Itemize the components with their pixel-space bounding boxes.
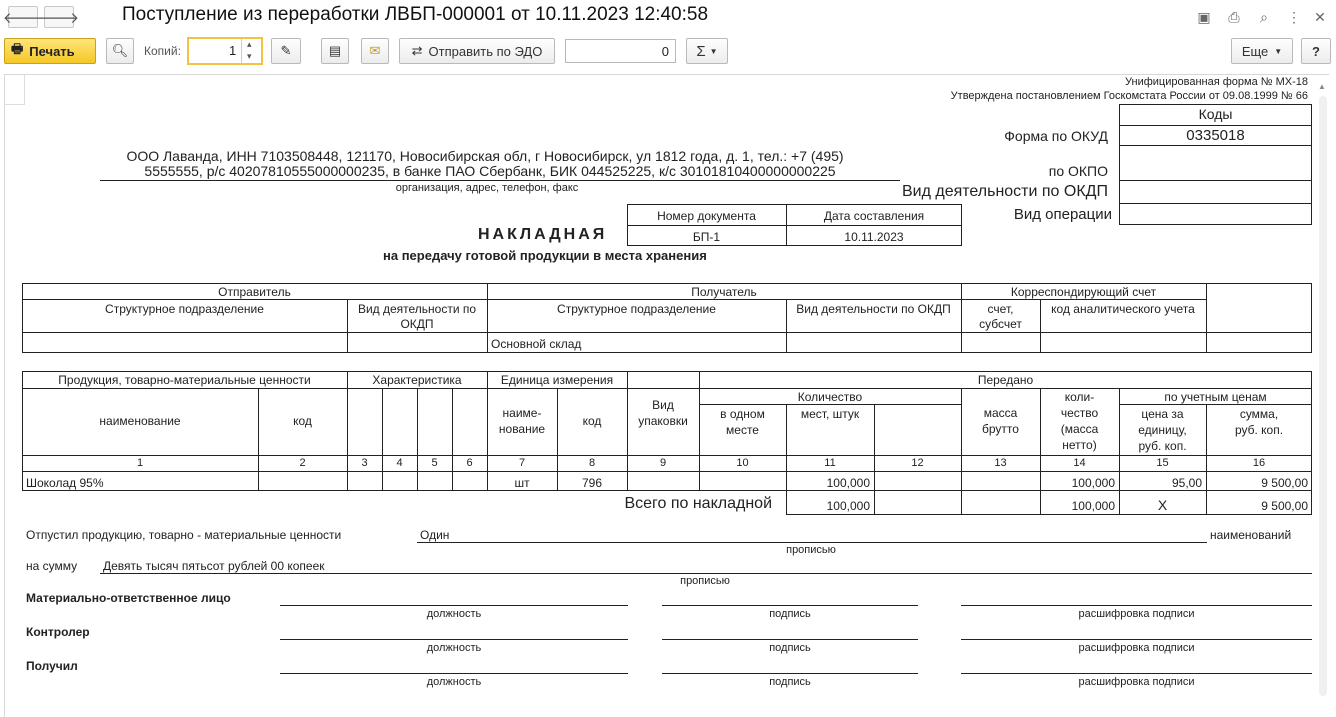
account-1: счет,: [987, 302, 1014, 316]
row-sum: 9 500,00: [1261, 476, 1308, 490]
save-button[interactable]: [321, 38, 349, 64]
h-transferred: Передано: [977, 373, 1034, 387]
analytic-code-header: код аналитического учета: [1051, 302, 1195, 316]
account-2: субсчет: [979, 317, 1022, 331]
total-qty: 100,000: [1071, 499, 1115, 513]
sigma-label: Σ: [696, 42, 706, 60]
unified-form: Унифицированная форма № МХ-18: [1125, 76, 1308, 88]
more-label: Еще: [1241, 43, 1269, 59]
total-sum: 9 500,00: [1261, 499, 1308, 513]
preview-icon[interactable]: ⌕: [1260, 8, 1268, 25]
in-words-1: прописью: [786, 544, 836, 556]
org-line-1: ООО Лаванда, ИНН 7103508448, 121170, Новосибирская обл, г Новосибирск, ул 1812 года, д. 1, тел.: +7 (495): [126, 148, 844, 164]
h-sum-1: сумма,: [1239, 407, 1279, 421]
sum-button[interactable]: [686, 38, 728, 64]
col-number: 16: [1252, 457, 1266, 469]
h-sum-2: руб. коп.: [1234, 423, 1284, 437]
row-places: 100,000: [826, 476, 870, 490]
chevron-down-icon: ▼: [1274, 46, 1283, 56]
col-number: 9: [659, 457, 667, 469]
h-per-place-1: в одном: [720, 407, 765, 421]
row-qty: 100,000: [1071, 476, 1115, 490]
col-number: 8: [588, 457, 596, 469]
arrow-left-icon: 🡐: [2, 9, 44, 27]
col-number: 6: [466, 457, 473, 469]
h-price-1: цена за: [1141, 407, 1184, 421]
controller-label: Контролер: [26, 625, 90, 639]
send-edo-button[interactable]: [399, 38, 555, 64]
doc-date: 10.11.2023: [844, 230, 904, 244]
col-number: 7: [518, 457, 526, 469]
chevron-down-icon: ▼: [709, 46, 718, 56]
position-caption: должность: [426, 642, 482, 654]
in-words-2: прописью: [680, 575, 730, 587]
edit-icon: ✎: [280, 43, 292, 58]
col-number: 2: [299, 457, 306, 469]
envelope-icon: ✉: [369, 43, 381, 58]
more-menu-icon[interactable]: ⋮: [1287, 8, 1301, 25]
col-number: 11: [824, 457, 836, 469]
col-number: 5: [431, 457, 438, 469]
sum-value: Девять тысяч пятьсот рублей 00 копеек: [103, 559, 325, 573]
h-price-3: руб. коп.: [1138, 439, 1187, 453]
released-value: Один: [420, 528, 450, 542]
sender-header: Отправитель: [218, 285, 291, 299]
h-gross-2: брутто: [982, 422, 1019, 436]
receiver-okdp-header: Вид деятельности по ОКДП: [796, 302, 951, 316]
magnifier-icon: 🔍︎: [111, 43, 129, 58]
h-packaging-1: Вид: [652, 398, 674, 412]
spin-up-icon[interactable]: ▴: [247, 39, 252, 49]
arrow-right-icon: 🡒: [38, 9, 80, 27]
signature-decode-caption: расшифровка подписи: [1078, 676, 1195, 688]
signature-decode-caption: расшифровка подписи: [1078, 608, 1195, 620]
h-price-2: единицу,: [1138, 423, 1187, 437]
more-button[interactable]: [1231, 38, 1293, 64]
scroll-up-icon[interactable]: ▲: [1318, 82, 1326, 91]
responsible-label: Материально-ответственное лицо: [26, 591, 231, 605]
org-line-2: 5555555, р/с 40207810555000000235, в банке ПАО Сбербанк, БИК 044525225, к/с 30101810400000000225: [144, 163, 836, 179]
h-characteristic: Характеристика: [372, 373, 462, 387]
sum-field[interactable]: 0: [565, 39, 676, 63]
h-products: Продукция, товарно-материальные ценности: [58, 373, 311, 387]
org-caption: организация, адрес, телефон, факс: [395, 182, 579, 194]
row-unit: шт: [514, 476, 530, 490]
released-label: Отпустил продукцию, товарно - материальные ценности: [26, 528, 342, 542]
scrollbar[interactable]: [1318, 82, 1328, 696]
floppy-icon: ▤: [328, 43, 342, 58]
printer-icon: 🖶: [11, 41, 24, 56]
copies-value: 1: [229, 43, 237, 58]
sender-okdp-1: Вид деятельности по: [357, 302, 477, 316]
okdp-label: Вид деятельности по ОКДП: [901, 183, 1108, 200]
signature-caption: подпись: [769, 676, 811, 688]
help-button[interactable]: ?: [1301, 38, 1331, 64]
copies-input[interactable]: [187, 37, 263, 65]
back-button[interactable]: [2, 6, 44, 28]
edo-icon: ⇄: [411, 43, 423, 58]
h-places: мест, штук: [800, 407, 860, 421]
email-button[interactable]: [361, 38, 389, 64]
codes-header: Коды: [1198, 106, 1233, 122]
h-qty-3: (масса: [1060, 422, 1099, 436]
row-name: Шоколад 95%: [26, 476, 104, 490]
h-qty-2: чество: [1060, 406, 1099, 420]
col-number: 12: [911, 457, 924, 469]
send-edo-label: Отправить по ЭДО: [428, 43, 543, 59]
receiver-header: Получатель: [691, 285, 757, 299]
okud-label: Форма по ОКУД: [1004, 128, 1108, 144]
position-caption: должность: [426, 676, 482, 688]
okud-value: 0335018: [1186, 127, 1245, 144]
col-number: 3: [361, 457, 368, 469]
window-title: Поступление из переработки ЛВБП-000001 от 10.11.2023 12:40:58: [122, 4, 709, 25]
receiver-unit-header: Структурное подразделение: [557, 302, 716, 316]
signature-decode-caption: расшифровка подписи: [1078, 642, 1195, 654]
position-caption: должность: [426, 608, 482, 620]
edit-button[interactable]: [271, 38, 301, 64]
total-price: X: [1157, 497, 1168, 513]
col-number: 14: [1073, 457, 1086, 469]
total-label: Всего по накладной: [624, 495, 772, 512]
save-icon[interactable]: ▣: [1197, 8, 1211, 25]
h-qty-4: нетто): [1062, 438, 1097, 452]
corr-account-header: Корреспондирующий счет: [1010, 285, 1157, 299]
print-button[interactable]: [4, 38, 96, 64]
h-unit-name-2: нование: [498, 422, 546, 436]
row-price: 95,00: [1171, 476, 1202, 490]
signature-caption: подпись: [769, 608, 811, 620]
heading: НАКЛАДНАЯ: [478, 226, 608, 243]
sender-unit-header: Структурное подразделение: [105, 302, 264, 316]
col-number: 4: [396, 457, 403, 469]
signature-caption: подпись: [769, 642, 811, 654]
doc-number-label: Номер документа: [657, 209, 756, 223]
h-code: код: [293, 414, 312, 428]
row-unit-code: 796: [581, 476, 603, 490]
h-qty-1: коли-: [1064, 390, 1095, 404]
print-label: Печать: [29, 43, 75, 59]
forward-button[interactable]: [38, 6, 80, 28]
okpo-label: по ОКПО: [1048, 163, 1108, 179]
sum-label: на сумму: [26, 559, 78, 573]
subheading: на передачу готовой продукции в места хранения: [383, 248, 707, 263]
h-packaging-2: упаковки: [638, 414, 688, 428]
close-icon[interactable]: ✕: [1314, 8, 1326, 25]
col-number: 13: [994, 457, 1007, 469]
h-per-place-2: месте: [726, 423, 759, 437]
copies-label: Копий:: [144, 44, 181, 58]
col-number: 1: [136, 457, 144, 469]
h-unit-code: код: [582, 414, 602, 428]
receiver-unit-value: Основной склад: [491, 337, 582, 351]
sender-okdp-2: ОКДП: [400, 317, 434, 331]
operation-label: Вид операции: [1013, 206, 1112, 223]
col-number: 10: [736, 457, 749, 469]
print-icon[interactable]: ⎙: [1228, 8, 1240, 25]
total-places: 100,000: [826, 499, 870, 513]
received-label: Получил: [26, 659, 78, 673]
h-prices: по учетным ценам: [1164, 390, 1267, 404]
doc-number: БП-1: [692, 230, 721, 244]
h-quantity: Количество: [797, 390, 863, 404]
h-gross-1: масса: [983, 406, 1018, 420]
preview-button[interactable]: [106, 38, 134, 64]
spin-down-icon[interactable]: ▾: [247, 51, 252, 61]
doc-date-label: Дата составления: [823, 209, 925, 223]
col-number: 15: [1156, 457, 1169, 469]
h-name: наименование: [99, 414, 181, 428]
h-unit-name-1: наиме-: [502, 406, 542, 420]
approved-by: Утверждена постановлением Госкомстата России от 09.08.1999 № 66: [950, 90, 1308, 102]
names-label: наименований: [1210, 528, 1292, 542]
h-unit: Единица измерения: [500, 373, 614, 387]
